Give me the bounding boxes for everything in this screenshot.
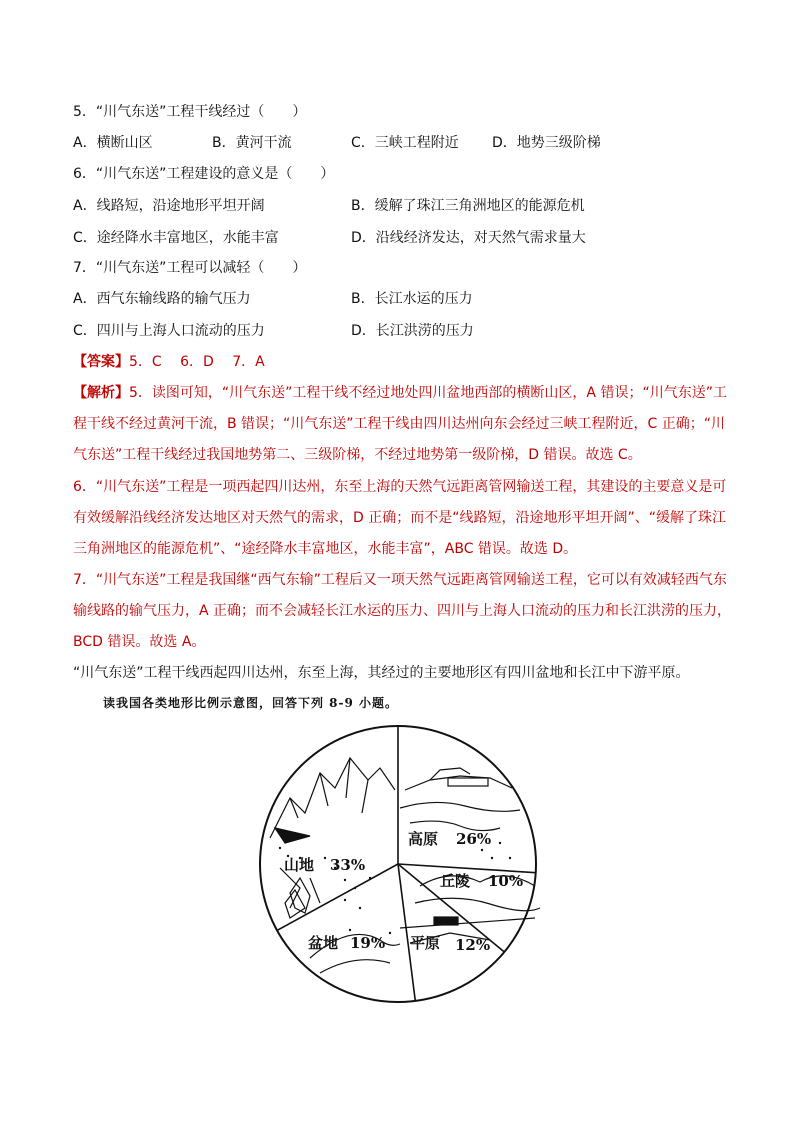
q7-option-b: B．长江水运的压力 (351, 291, 473, 307)
q7-option-c: C．四川与上海人口流动的压力 (73, 323, 265, 339)
analysis-line-1 (73, 383, 727, 403)
slice-percent-basin: 19% (350, 934, 386, 952)
q5-option-d: D．地势三级阶梯 (492, 135, 601, 151)
slice-label-plain: 平原 (410, 934, 441, 952)
analysis-tag: 【解析】 (73, 385, 129, 401)
pie-divider-4 (398, 864, 415, 1001)
analysis-line-6: 三角洲地区的能源危机”、“途经降水丰富地区，水能丰富”，ABC 错误。故选 D。 (73, 541, 578, 557)
slice-label-plateau: 高原 (408, 830, 439, 848)
analysis-line-2: 程干线不经过黄河干流，B 错误；“川气东送”工程干线由四川达州向东会经过三峡工程附近，C 正确；“川 (73, 416, 726, 432)
q6-option-d: D．沿线经济发达，对天然气需求量大 (351, 230, 586, 246)
figure-caption: 读我国各类地形比例示意图，回答下列 8-9 小题。 (103, 696, 399, 710)
analysis-line-3: 气东送”工程干线经过我国地势第二、三级阶梯，不经过地势第一级阶梯，D 错误。故选 C。 (73, 447, 642, 463)
q7-option-a: A．西气东输线路的输气压力 (73, 291, 251, 307)
analysis-line-5: 有效缓解沿线经济发达地区对天然气的需求，D 正确；而不是“线路短，沿途地形平坦开阔”、“缓解了珠江 (73, 510, 726, 526)
slice-percent-plateau: 26% (456, 830, 492, 848)
slice-percent-hills: 10% (488, 872, 524, 890)
analysis-line-4: 6．“川气东送”工程是一项西起四川达州，东至上海的天然气远距离管网输送工程，其建设的主要意义是可 (73, 479, 727, 495)
landform-pie-chart (250, 718, 550, 1008)
slice-percent-mountain: 33% (330, 856, 366, 874)
answer-text: 5．C 6．D 7．A (129, 354, 265, 370)
answer-line (73, 352, 265, 372)
q5-option-b: B．黄河干流 (212, 135, 292, 151)
q6-option-a: A．线路短，沿途地形平坦开阔 (73, 198, 265, 214)
slice-label-hills: 丘陵 (440, 872, 471, 890)
slice-label-mountain: 山地 (284, 856, 315, 874)
analysis-line-9: BCD 错误。故选 A。 (73, 634, 206, 650)
question-7-stem: 7．“川气东送”工程可以减轻（ ） (73, 260, 307, 276)
analysis-line-8: 输线路的输气压力，A 正确；而不会减轻长江水运的压力、四川与上海人口流动的压力和长江洪涝的压力， (73, 603, 732, 619)
q5-option-a: A．横断山区 (73, 135, 153, 151)
q5-option-c: C．三峡工程附近 (351, 135, 459, 151)
question-6-stem: 6．“川气东送”工程建设的意义是（ ） (73, 166, 335, 182)
q6-option-b: B．缓解了珠江三角洲地区的能源危机 (351, 198, 585, 214)
summary-line: “川气东送”工程干线西起四川达州，东至上海，其经过的主要地形区有四川盆地和长江中下游平原。 (73, 665, 690, 681)
analysis-line-7: 7．“川气东送”工程是我国继“西气东输”工程后又一项天然气远距离管网输送工程，它可以有效减轻西气东 (73, 572, 727, 588)
q6-option-c: C．途经降水丰富地区，水能丰富 (73, 230, 279, 246)
slice-label-basin: 盆地 (308, 934, 339, 952)
slice-percent-plain: 12% (455, 936, 491, 954)
question-5-stem: 5．“川气东送”工程干线经过（ ） (73, 104, 307, 120)
analysis-text-1: 5．读图可知，“川气东送”工程干线不经过地处四川盆地西部的横断山区，A 错误；“川气东送”工 (129, 385, 727, 401)
answer-tag: 【答案】 (73, 354, 129, 370)
q7-option-d: D．长江洪涝的压力 (351, 323, 474, 339)
